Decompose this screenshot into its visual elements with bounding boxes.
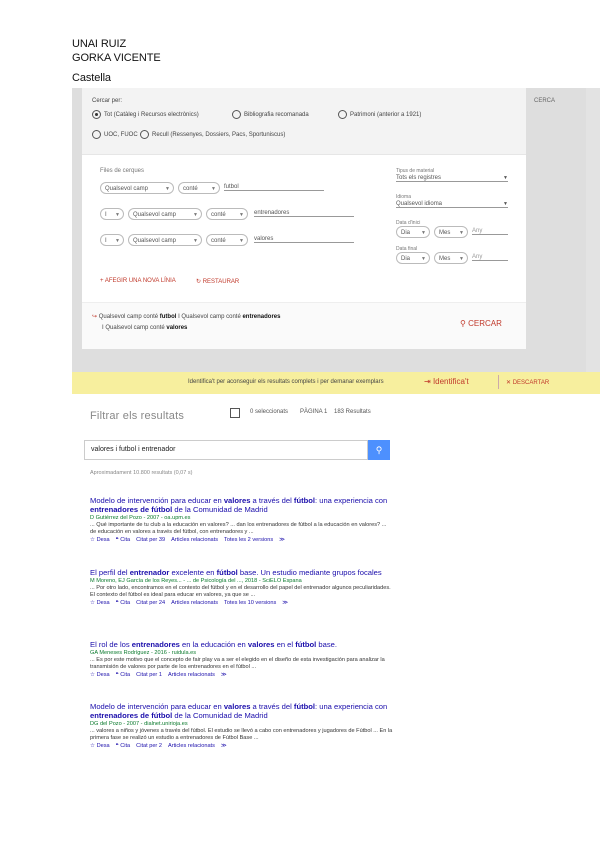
result-action-link[interactable]: Citat per 39 xyxy=(136,537,166,543)
material-label: Tipus de material xyxy=(396,168,435,174)
scholar-search-button[interactable] xyxy=(368,440,390,460)
start-day[interactable]: Dia ▼ xyxy=(396,226,430,238)
language-label: Idioma xyxy=(396,194,412,200)
result-action-link[interactable]: Citat per 1 xyxy=(136,672,162,678)
operator-select-2[interactable]: conté ▼ xyxy=(206,208,248,220)
result-title-link[interactable]: El rol de los entrenadores en la educación en valores en el fútbol base. xyxy=(90,640,337,649)
result-snippet: ... valores a niños y jóvenes a través del fútbol. El estudio se llevó a cabo con entrenadores y jugadores de Fútbol ... En la primera fase se realizó un estudio a entrenadores de Fútbol Base ... xyxy=(90,728,393,741)
radio-uoc[interactable]: UOC, FUOC xyxy=(92,130,138,139)
start-year[interactable]: Any xyxy=(472,228,508,235)
chevron-down-icon: ▼ xyxy=(115,212,120,218)
result-links xyxy=(90,671,394,679)
chevron-down-icon: ▼ xyxy=(193,212,198,218)
result-action-link[interactable]: Articles relacionats xyxy=(171,600,219,606)
result-action-link[interactable]: Articles relacionats xyxy=(167,743,215,749)
chevron-down-icon: ▼ xyxy=(239,238,244,244)
arrow-right-icon: ↪ xyxy=(92,314,99,320)
login-icon: ⇥ xyxy=(424,377,433,386)
result-action-link[interactable]: ❝ Cita xyxy=(115,600,131,606)
result-action-link[interactable]: Totes les 2 versions xyxy=(224,537,274,543)
divider xyxy=(498,375,499,389)
catalog-edge xyxy=(586,88,600,394)
selected-count: 0 seleccionats xyxy=(250,409,289,415)
chevron-down-icon: ▼ xyxy=(115,238,120,244)
radio-patrimoni[interactable]: Patrimoni (anterior a 1921) xyxy=(338,110,421,119)
search-rows-label: Files de cerques xyxy=(100,168,145,174)
chevron-down-icon: ▼ xyxy=(421,230,426,236)
search-icon: ⚲ xyxy=(375,445,383,455)
cercar-top-label[interactable]: CERCA xyxy=(534,98,556,104)
result-action-link[interactable]: ☆ Desa xyxy=(90,537,110,543)
close-icon: ✕ xyxy=(506,380,513,386)
result-title-link[interactable]: El perfil del entrenador excelente en fútbol base. Un estudio mediante grupos focales xyxy=(90,568,382,577)
scholar-result xyxy=(90,640,394,679)
chevron-down-icon: ▼ xyxy=(459,256,464,262)
chevron-down-icon: ▼ xyxy=(211,186,216,192)
field-select-2[interactable]: Qualsevol camp ▼ xyxy=(128,208,202,220)
select-all-checkbox[interactable] xyxy=(230,408,240,418)
scholar-results-screenshot xyxy=(84,436,400,766)
start-date-label: Data d'inici xyxy=(396,220,421,226)
result-action-link[interactable]: ☆ Desa xyxy=(90,600,110,606)
result-action-link[interactable]: ≫ xyxy=(220,743,227,749)
result-authors: D Gutiérrez del Pozo - 2007 - oa.upm.es xyxy=(90,515,191,521)
query-summary: ↪ Qualsevol camp conté futbol I Qualsevol camp conté entrenadores xyxy=(92,314,281,320)
result-action-link[interactable]: Citat per 2 xyxy=(136,743,162,749)
field-select-1[interactable]: Qualsevol camp ▼ xyxy=(100,182,174,194)
search-in-label: Cercar per: xyxy=(92,98,123,104)
result-snippet: ... Qué importante de tu club a la educación en valores? ... dan los entrenadores de fútbol a la educación en valores? ... de educación en valores a través del fútbol, con entrenadores y ... xyxy=(90,522,387,535)
start-month[interactable]: Mes ▼ xyxy=(434,226,468,238)
search-scope-area xyxy=(82,88,526,155)
query-summary-area xyxy=(82,302,526,349)
end-date-label: Data final xyxy=(396,246,418,252)
filter-title[interactable]: Filtrar els resultats xyxy=(90,410,185,422)
subject-title: Castella xyxy=(72,72,111,84)
language-select[interactable]: Qualsevol idioma ▼ xyxy=(396,201,508,207)
login-message: Identifica't per aconseguir els resultats complets i per demanar exemplars xyxy=(188,379,384,385)
end-year[interactable]: Any xyxy=(472,254,508,261)
radio-bibliografia[interactable]: Bibliografia recomanada xyxy=(232,110,309,119)
radio-icon[interactable] xyxy=(92,130,101,139)
operator-select-3[interactable]: conté ▼ xyxy=(206,234,248,246)
term-input-2[interactable]: entrenadores xyxy=(254,210,354,217)
search-button[interactable]: ⚲ CERCAR xyxy=(460,319,502,328)
scholar-search-input[interactable]: valores i futbol i entrenador xyxy=(84,440,368,460)
radio-icon[interactable] xyxy=(338,110,347,119)
result-snippet: ... Es por este motivo que el concepto de fair play va a ser el elegido en el diseño de esta investigación para analizar la transmisión de valores por parte de los entrenadores en el fútbol ... xyxy=(90,657,385,670)
result-action-link[interactable]: Articles relacionats xyxy=(167,672,215,678)
bool-select-2[interactable]: I ▼ xyxy=(100,208,124,220)
scholar-result xyxy=(90,568,394,607)
result-links xyxy=(90,599,394,607)
result-action-link[interactable]: ☆ Desa xyxy=(90,743,110,749)
chevron-down-icon: ▼ xyxy=(165,186,170,192)
page-indicator: PÀGINA 1 xyxy=(300,409,328,415)
result-action-link[interactable]: ☆ Desa xyxy=(90,672,110,678)
radio-icon[interactable] xyxy=(140,130,149,139)
bool-select-3[interactable]: I ▼ xyxy=(100,234,124,246)
scholar-result xyxy=(90,702,394,750)
catalog-search-screenshot xyxy=(72,88,600,394)
chevron-down-icon: ▼ xyxy=(421,256,426,262)
result-authors: GA Meneses Rodríguez - 2016 - ruidula.es xyxy=(90,650,197,656)
result-title-link[interactable]: Modelo de intervención para educar en valores a través del fútbol: una experiencia con entrenadores de fútbol de la Comunidad de Madrid xyxy=(90,702,388,720)
result-action-link[interactable]: Articles relacionats xyxy=(171,537,219,543)
radio-tot[interactable]: Tot (Catàleg i Recursos electrònics) xyxy=(92,110,199,119)
end-month[interactable]: Mes ▼ xyxy=(434,252,468,264)
advanced-search-panel xyxy=(82,88,526,348)
login-banner xyxy=(72,372,600,394)
result-action-link[interactable]: ≫ xyxy=(282,600,289,606)
reset-icon: ↻ xyxy=(196,279,203,285)
radio-recull[interactable]: Recull (Ressenyes, Dossiers, Pacs, Sportuniscus) xyxy=(140,130,285,139)
dismiss-button[interactable]: ✕ DESCARTAR xyxy=(506,380,550,386)
result-snippet: ... Por otro lado, encontramos en el contexto del fútbol y en el desarrollo del papel del entrenador algunos peculiaridades. El contexto del fútbol es ideal para educar en valores, ya que se ... xyxy=(90,585,391,598)
field-select-3[interactable]: Qualsevol camp ▼ xyxy=(128,234,202,246)
reset-button[interactable]: ↻ RESTAURAR xyxy=(196,279,240,285)
add-row-button[interactable]: + AFEGIR UNA NOVA LÍNIA xyxy=(100,278,176,284)
radio-icon[interactable] xyxy=(232,110,241,119)
result-authors: DG del Pozo - 2007 - dialnet.unirioja.es xyxy=(90,721,188,727)
material-select[interactable]: Tots els registres ▼ xyxy=(396,175,508,181)
result-action-link[interactable]: Citat per 24 xyxy=(136,600,166,606)
search-icon: ⚲ xyxy=(460,319,469,328)
query-summary-line2: I Qualsevol camp conté valores xyxy=(102,325,188,331)
term-input-1[interactable]: futbol xyxy=(224,184,324,191)
result-action-link[interactable]: ❝ Cita xyxy=(115,672,131,678)
scholar-result-count: Aproximadament 10.800 resultats (0,07 s) xyxy=(90,470,193,476)
chevron-down-icon: ▼ xyxy=(193,238,198,244)
result-action-link[interactable]: ≫ xyxy=(220,672,227,678)
result-links xyxy=(90,536,394,544)
scholar-result xyxy=(90,496,394,544)
chevron-down-icon: ▼ xyxy=(503,201,508,207)
filter-results-bar xyxy=(72,404,600,430)
chevron-down-icon: ▼ xyxy=(239,212,244,218)
results-count: 183 Resultats xyxy=(334,409,371,415)
end-day[interactable]: Dia ▼ xyxy=(396,252,430,264)
result-title-link[interactable]: Modelo de intervención para educar en valores a través del fútbol: una experiencia con entrenadores de fútbol de la Comunidad de Madrid xyxy=(90,496,388,514)
result-action-link[interactable]: ≫ xyxy=(279,537,286,543)
result-links xyxy=(90,742,394,750)
radio-selected-icon[interactable] xyxy=(92,110,101,119)
author-name-2: GORKA VICENTE xyxy=(72,52,161,64)
chevron-down-icon: ▼ xyxy=(503,175,508,181)
term-input-3[interactable]: valores xyxy=(254,236,354,243)
result-authors: M Moreno, EJ García de los Reyes... - ... de Psicología del ..., 2018 - SciELO Espana xyxy=(90,578,302,584)
operator-select-1[interactable]: conté ▼ xyxy=(178,182,220,194)
result-action-link[interactable]: ❝ Cita xyxy=(115,537,131,543)
login-button[interactable]: ⇥ Identifica't xyxy=(424,377,469,386)
chevron-down-icon: ▼ xyxy=(459,230,464,236)
result-action-link[interactable]: Totes les 10 versions xyxy=(224,600,277,606)
result-action-link[interactable]: ❝ Cita xyxy=(115,743,131,749)
author-name-1: UNAI RUIZ xyxy=(72,38,127,50)
